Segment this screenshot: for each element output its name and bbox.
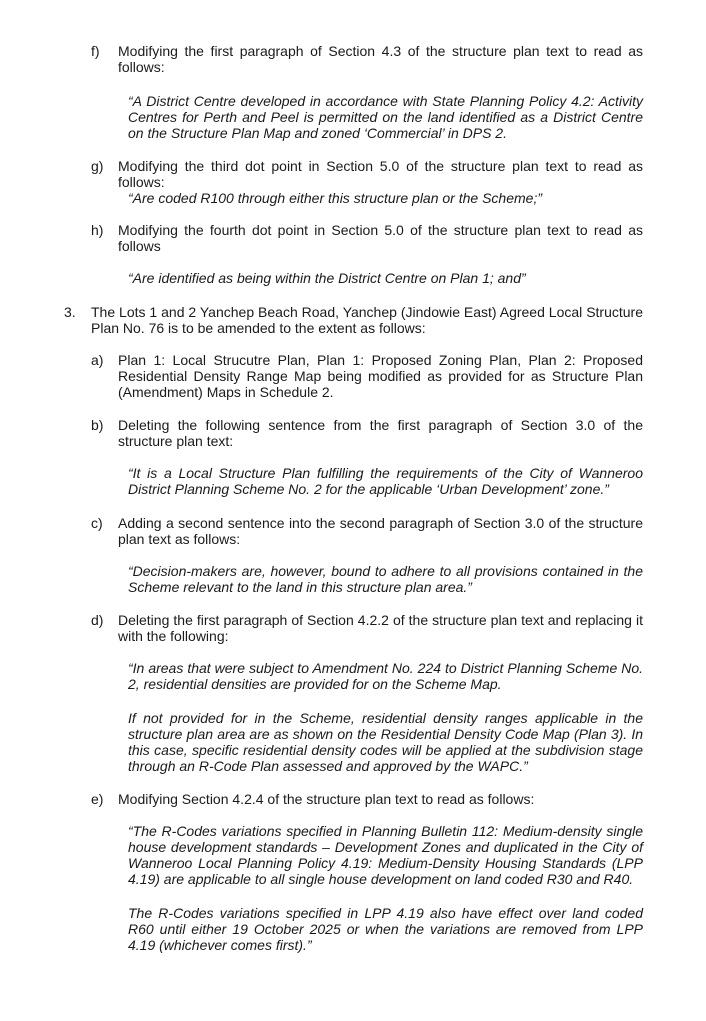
- quote-paragraph: If not provided for in the Scheme, residential density ranges applicable in the structure plan area are as shown on the Residential Density Code Map (Plan 3). In this case, specific residential density codes will be applied at the subdivision stage through an R-Code Plan assessed and approved by the WAPC.”: [128, 710, 643, 774]
- instruction-text: Adding a second sentence into the second paragraph of Section 3.0 of the structure plan text as follows:: [118, 515, 643, 547]
- list-marker: d): [91, 612, 104, 628]
- instruction-text: Modifying the third dot point in Section 5.0 of the structure plan text to read as follows:: [118, 158, 643, 190]
- quote-paragraph: “In areas that were subject to Amendment No. 224 to District Planning Scheme No. 2, residential densities are provided for on the Scheme Map.: [128, 660, 643, 692]
- quote-paragraph: “The R-Codes variations specified in Planning Bulletin 112: Medium-density single house development standards – Development Zones and duplicated in the City of Wanneroo Local Planning Policy 4.19: Medium-Density Housing Standards (LPP 4.19) are applicable to all single house development on land coded R30 and R40.: [128, 823, 643, 887]
- list-marker: h): [91, 222, 104, 238]
- quote-paragraph: “A District Centre developed in accordance with State Planning Policy 4.2: Activity Centres for Perth and Peel is permitted on the land identified as a District Centre on the Structure Plan Map and zoned ‘Commercial’ in DPS 2.: [128, 93, 643, 141]
- list-marker: b): [91, 417, 104, 433]
- list-marker: g): [91, 158, 104, 174]
- quoted-text-h: [128, 270, 643, 286]
- instruction-text: Modifying the fourth dot point in Section 5.0 of the structure plan text to read as follows: [118, 222, 643, 254]
- quote-paragraph: The R-Codes variations specified in LPP 4.19 also have effect over land coded R60 until either 19 October 2025 or when the variations are removed from LPP 4.19 (whichever comes first).”: [128, 905, 643, 953]
- instruction-text: Deleting the following sentence from the first paragraph of Section 3.0 of the structure plan text:: [118, 417, 643, 449]
- list-marker: e): [91, 791, 104, 807]
- instruction-text: Deleting the first paragraph of Section 4.2.2 of the structure plan text and replacing it with the following:: [118, 612, 643, 644]
- quoted-text-b: [128, 465, 643, 497]
- quoted-text-d: [128, 660, 643, 692]
- quoted-text-f: [128, 93, 643, 141]
- instruction-text: Modifying Section 4.2.4 of the structure plan text to read as follows:: [118, 791, 535, 807]
- list-marker: c): [91, 515, 103, 531]
- quote-paragraph: “Are coded R100 through either this structure plan or the Scheme;”: [128, 190, 542, 206]
- quote-paragraph: “Are identified as being within the District Centre on Plan 1; and”: [128, 270, 526, 286]
- instruction-text: Modifying the first paragraph of Section 4.3 of the structure plan text to read as follows:: [118, 43, 643, 75]
- quoted-text-c: [128, 563, 643, 595]
- quoted-text-d-2: [128, 710, 643, 774]
- list-marker: a): [91, 352, 104, 368]
- list-marker: f): [91, 43, 100, 59]
- quote-paragraph: “Decision-makers are, however, bound to adhere to all provisions contained in the Scheme relevant to the land in this structure plan area.”: [128, 563, 643, 595]
- quote-paragraph: “It is a Local Structure Plan fulfilling the requirements of the City of Wanneroo District Planning Scheme No. 2 for the applicable ‘Urban Development’ zone.”: [128, 465, 643, 497]
- section-number: 3.: [64, 304, 76, 320]
- section-intro-text: The Lots 1 and 2 Yanchep Beach Road, Yanchep (Jindowie East) Agreed Local Structure Plan No. 76 is to be amended to the extent as follows:: [91, 304, 643, 336]
- instruction-text: Plan 1: Local Strucutre Plan, Plan 1: Proposed Zoning Plan, Plan 2: Proposed Residential Density Range Map being modified as provided for as Structure Plan (Amendment) Maps in Schedule 2.: [118, 352, 643, 400]
- quoted-text-e: [128, 823, 643, 887]
- quoted-text-g: [128, 190, 643, 206]
- quoted-text-e-2: [128, 905, 643, 953]
